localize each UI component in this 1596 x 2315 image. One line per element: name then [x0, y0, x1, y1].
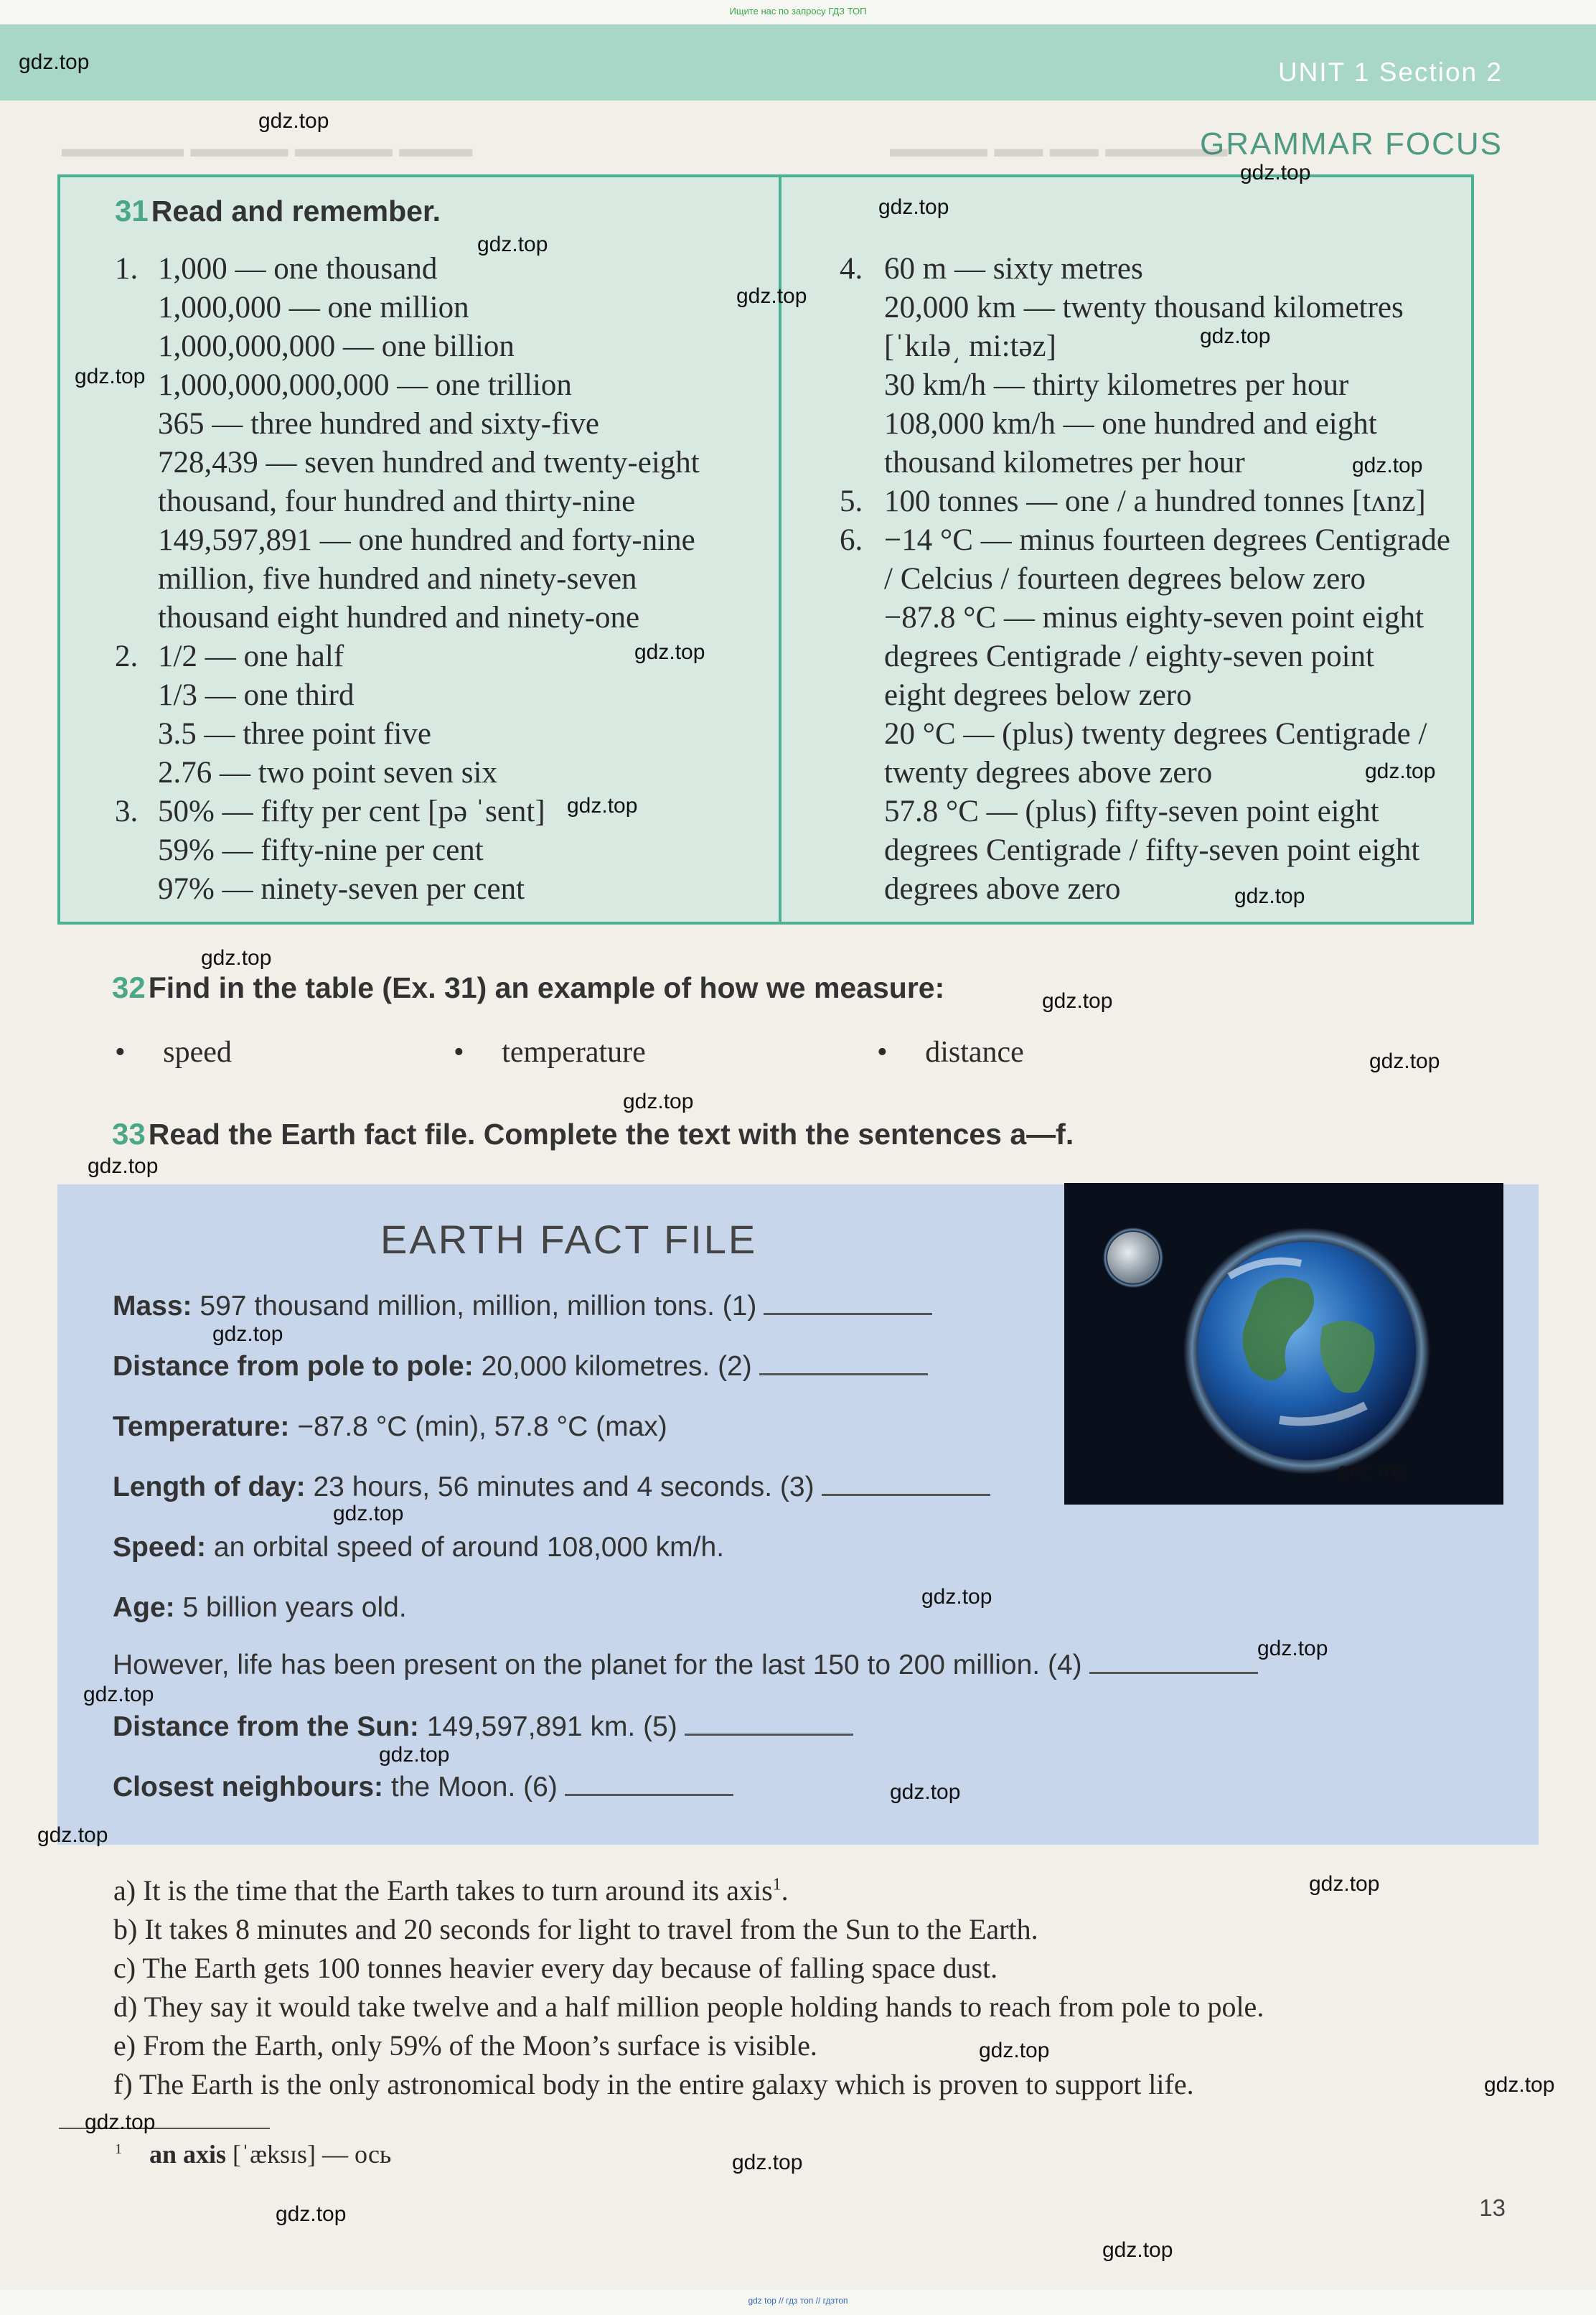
- fact-row-age: [113, 1592, 407, 1624]
- watermark: gdz.top: [1484, 2073, 1555, 2097]
- fact-text: the Moon. (6): [390, 1772, 558, 1802]
- list-group-4: [840, 250, 1450, 482]
- answer-blank[interactable]: [685, 1733, 853, 1736]
- list-group-5: [840, 482, 1450, 521]
- exercise-title: Read and remember.: [151, 195, 441, 228]
- watermark: gdz.top: [1257, 1637, 1328, 1660]
- list-line: 108,000 km/h — one hundred and eight: [884, 407, 1377, 441]
- unit-title: UNIT 1 Section 2: [1277, 57, 1503, 87]
- fact-text: 20,000 kilometres. (2): [481, 1351, 752, 1382]
- sentence-letter: a): [113, 1874, 136, 1907]
- watermark: gdz.top: [379, 1743, 450, 1767]
- sentence-text: The Earth gets 100 tonnes heavier every day because of falling space dust.: [142, 1952, 998, 1984]
- watermark: gdz.top: [258, 109, 329, 133]
- fact-text: 149,597,891 km. (5): [426, 1711, 677, 1742]
- fact-label: Length of day:: [113, 1472, 306, 1502]
- watermark: gdz.top: [1234, 884, 1305, 908]
- answer-blank[interactable]: [764, 1312, 932, 1315]
- fact-row-distance-sun: [113, 1711, 853, 1743]
- watermark: gdz.top: [75, 365, 146, 388]
- sentence-end: .: [781, 1874, 789, 1907]
- watermark: gdz.top: [212, 1322, 283, 1346]
- fact-row-mass: [113, 1291, 932, 1322]
- list-line: 60 m — sixty metres: [884, 252, 1143, 286]
- list-line: 2.76 — two point seven six: [158, 756, 497, 790]
- bullet-text: speed: [163, 1036, 232, 1069]
- list-line: 365 — three hundred and sixty-five: [158, 407, 599, 441]
- grammar-focus-heading: GRAMMAR FOCUS: [1200, 126, 1503, 162]
- sentence-letter: c): [113, 1952, 136, 1984]
- list-line: 1,000,000,000,000 — one trillion: [158, 368, 572, 402]
- bullet-distance: • distance: [877, 1036, 1024, 1069]
- watermark: gdz.top: [1309, 1872, 1380, 1896]
- list-number: 3.: [115, 795, 139, 828]
- list-line: 20,000 km — twenty thousand kilometres: [884, 291, 1404, 324]
- list-group-6: [840, 521, 1450, 909]
- watermark: gdz.top: [921, 1585, 992, 1609]
- list-line: twenty degrees above zero: [884, 756, 1213, 790]
- sentence-e: [113, 2029, 817, 2062]
- watermark: gdz.top: [1369, 1049, 1440, 1073]
- sentence-letter: e): [113, 2029, 136, 2062]
- bullet-text: distance: [925, 1036, 1024, 1069]
- watermark: gdz.top: [88, 1154, 159, 1178]
- bullet-text: temperature: [502, 1036, 646, 1069]
- list-line: [ˈkɪlə͵ mi:təz]: [884, 329, 1056, 363]
- ex33-heading: [112, 1117, 1074, 1151]
- watermark: gdz.top: [37, 1823, 108, 1847]
- list-line: 1/3 — one third: [158, 678, 355, 712]
- ex32-heading: [112, 971, 944, 1005]
- sentence-letter: d): [113, 1991, 138, 2023]
- watermark: gdz.top: [19, 50, 90, 74]
- list-line: 1,000,000,000 — one billion: [158, 329, 515, 363]
- watermark: gdz.top: [634, 640, 705, 664]
- watermark: gdz.top: [83, 1683, 154, 1706]
- watermark: gdz.top: [1240, 161, 1311, 184]
- fact-label: Distance from the Sun:: [113, 1711, 419, 1742]
- fact-file-title: EARTH FACT FILE: [380, 1217, 758, 1262]
- list-line: 1,000,000 — one million: [158, 291, 469, 324]
- answer-blank[interactable]: [565, 1793, 733, 1796]
- answer-blank[interactable]: [1089, 1671, 1258, 1674]
- fact-label: Temperature:: [113, 1411, 290, 1442]
- fact-label: Mass:: [113, 1291, 192, 1322]
- list-line: million, five hundred and ninety-seven: [158, 562, 637, 596]
- list-line: −14 °C — minus fourteen degrees Centigrade: [884, 523, 1450, 557]
- list-number: 1.: [115, 252, 139, 286]
- watermark: gdz.top: [85, 2110, 156, 2134]
- sentence-text: From the Earth, only 59% of the Moon’s surface is visible.: [143, 2029, 817, 2062]
- fact-text: However, life has been present on the planet for the last 150 to 200 million. (4): [113, 1650, 1082, 1680]
- sentence-f: [113, 2067, 1194, 2101]
- list-line: eight degrees below zero: [884, 678, 1192, 712]
- answer-blank[interactable]: [822, 1493, 990, 1496]
- fact-row-distance-pole: [113, 1351, 928, 1383]
- list-line: thousand eight hundred and ninety-one: [158, 601, 640, 635]
- list-line: degrees Centigrade / eighty-seven point: [884, 640, 1375, 673]
- list-line: 20 °C — (plus) twenty degrees Centigrade /: [884, 717, 1427, 751]
- answer-blank[interactable]: [759, 1372, 928, 1375]
- sentence-letter: f): [113, 2068, 133, 2100]
- footnote-pronunciation: [ˈæksɪs]: [233, 2140, 316, 2169]
- exercise-number: 31: [115, 194, 149, 228]
- sentence-a: [113, 1874, 789, 1907]
- fact-text: 597 thousand million, million, million tons. (1): [200, 1291, 757, 1322]
- watermark: gdz.top: [1200, 324, 1271, 348]
- sentence-c: [113, 1951, 998, 1985]
- fact-row-life: [113, 1650, 1258, 1681]
- fact-text: an orbital speed of around 108,000 km/h.: [213, 1532, 725, 1563]
- list-line: 1,000 — one thousand: [158, 252, 438, 286]
- list-line: thousand, four hundred and thirty-nine: [158, 485, 636, 518]
- top-strip-text: Ищите нас по запросу ГДЗ ТОП: [729, 6, 867, 17]
- list-line: 50% — fifty per cent [pə ˈsent]: [158, 795, 545, 828]
- exercise-title: Find in the table (Ex. 31) an example of how we measure:: [148, 971, 945, 1004]
- watermark: gdz.top: [567, 794, 638, 818]
- fact-row-length-of-day: [113, 1472, 990, 1503]
- footnote-term: an axis: [149, 2140, 227, 2169]
- list-line: 57.8 °C — (plus) fifty-seven point eight: [884, 795, 1379, 828]
- list-line: 3.5 — three point five: [158, 717, 431, 751]
- fact-label: Age:: [113, 1592, 175, 1623]
- watermark: gdz.top: [477, 233, 548, 256]
- fact-text: −87.8 °C (min), 57.8 °C (max): [297, 1411, 667, 1442]
- watermark: gdz.top: [201, 946, 272, 970]
- sentence-b: [113, 1912, 1038, 1946]
- exercise-number: 32: [112, 971, 146, 1004]
- list-line: 59% — fifty-nine per cent: [158, 833, 484, 867]
- watermark: gdz.top: [878, 195, 949, 219]
- exercise-title: Read the Earth fact file. Complete the text with the sentences a—f.: [148, 1118, 1074, 1151]
- list-line: 149,597,891 — one hundred and forty-nine: [158, 523, 695, 557]
- watermark: gdz.top: [736, 284, 807, 308]
- list-number: 5.: [840, 485, 863, 518]
- list-line: 728,439 — seven hundred and twenty-eight: [158, 446, 700, 480]
- sentence-text: They say it would take twelve and a half million people holding hands to reach from pole to pole.: [144, 1991, 1264, 2023]
- bullet-speed: • speed: [115, 1036, 232, 1069]
- list-line: 97% — ninety-seven per cent: [158, 872, 525, 906]
- bullet-temperature: • temperature: [454, 1036, 646, 1069]
- list-line: degrees Centigrade / fifty-seven point eight: [884, 833, 1420, 867]
- bottom-strip-text: gdz top // гдз топ // гдзтоп: [748, 2296, 848, 2306]
- list-line: 100 tonnes — one / a hundred tonnes [tʌnz]: [884, 485, 1426, 518]
- fact-row-speed: [113, 1532, 724, 1563]
- watermark: gdz.top: [623, 1090, 694, 1113]
- watermark: gdz.top: [1352, 454, 1423, 477]
- ex31-right-column: [840, 250, 1450, 909]
- watermark: gdz.top: [1042, 989, 1113, 1013]
- fact-row-neighbours: [113, 1772, 733, 1803]
- fact-text: 5 billion years old.: [182, 1592, 407, 1623]
- fact-text: 23 hours, 56 minutes and 4 seconds. (3): [313, 1472, 815, 1502]
- sentence-d: [113, 1990, 1264, 2024]
- list-number: 6.: [840, 523, 863, 557]
- watermark: gdz.top: [1365, 759, 1436, 783]
- list-line: −87.8 °C — minus eighty-seven point eight: [884, 601, 1424, 635]
- list-line: / Celcius / fourteen degrees below zero: [884, 562, 1366, 596]
- footnote: [115, 2139, 391, 2169]
- footnote-number: 1: [115, 2141, 122, 2157]
- fact-label: Closest neighbours:: [113, 1772, 384, 1802]
- list-line: 30 km/h — thirty kilometres per hour: [884, 368, 1349, 402]
- list-group-2: [115, 637, 700, 792]
- watermark: gdz.top: [732, 2151, 803, 2174]
- footnote-marker: 1: [772, 1875, 781, 1894]
- list-number: 4.: [840, 252, 863, 286]
- sentence-text: It takes 8 minutes and 20 seconds for light to travel from the Sun to the Earth.: [144, 1913, 1038, 1945]
- exercise-number: 33: [112, 1117, 146, 1151]
- watermark: gdz.top: [890, 1780, 961, 1804]
- list-line: degrees above zero: [884, 872, 1121, 906]
- page-number: 13: [1479, 2194, 1506, 2221]
- ghost-text: ▬▬▬▬▬ ▬▬▬▬ ▬▬▬▬ ▬▬▬: [62, 135, 473, 162]
- ghost-text: ▬▬▬▬ ▬▬ ▬▬ ▬▬▬▬▬: [890, 135, 1228, 162]
- list-line: thousand kilometres per hour: [884, 446, 1245, 480]
- list-line: 1/2 — one half: [158, 640, 344, 673]
- watermark: gdz.top: [276, 2202, 347, 2226]
- fact-label: Distance from pole to pole:: [113, 1351, 474, 1382]
- list-group-1: [115, 250, 700, 637]
- list-number: 2.: [115, 640, 139, 673]
- fact-label: Speed:: [113, 1532, 207, 1563]
- watermark: gdz.top: [1338, 1459, 1409, 1482]
- earth-photo: [1064, 1183, 1503, 1505]
- watermark: gdz.top: [1102, 2238, 1173, 2262]
- watermark: gdz.top: [333, 1502, 404, 1525]
- footnote-translation: — ось: [322, 2140, 392, 2169]
- sentence-text: It is the time that the Earth takes to turn around its axis: [143, 1874, 773, 1907]
- ex31-heading: [115, 194, 441, 228]
- sentence-letter: b): [113, 1913, 138, 1945]
- fact-row-temperature: [113, 1411, 667, 1443]
- earth-illustration: [1064, 1183, 1503, 1505]
- sentence-text: The Earth is the only astronomical body in the entire galaxy which is proven to support life.: [139, 2068, 1194, 2100]
- watermark: gdz.top: [979, 2039, 1050, 2062]
